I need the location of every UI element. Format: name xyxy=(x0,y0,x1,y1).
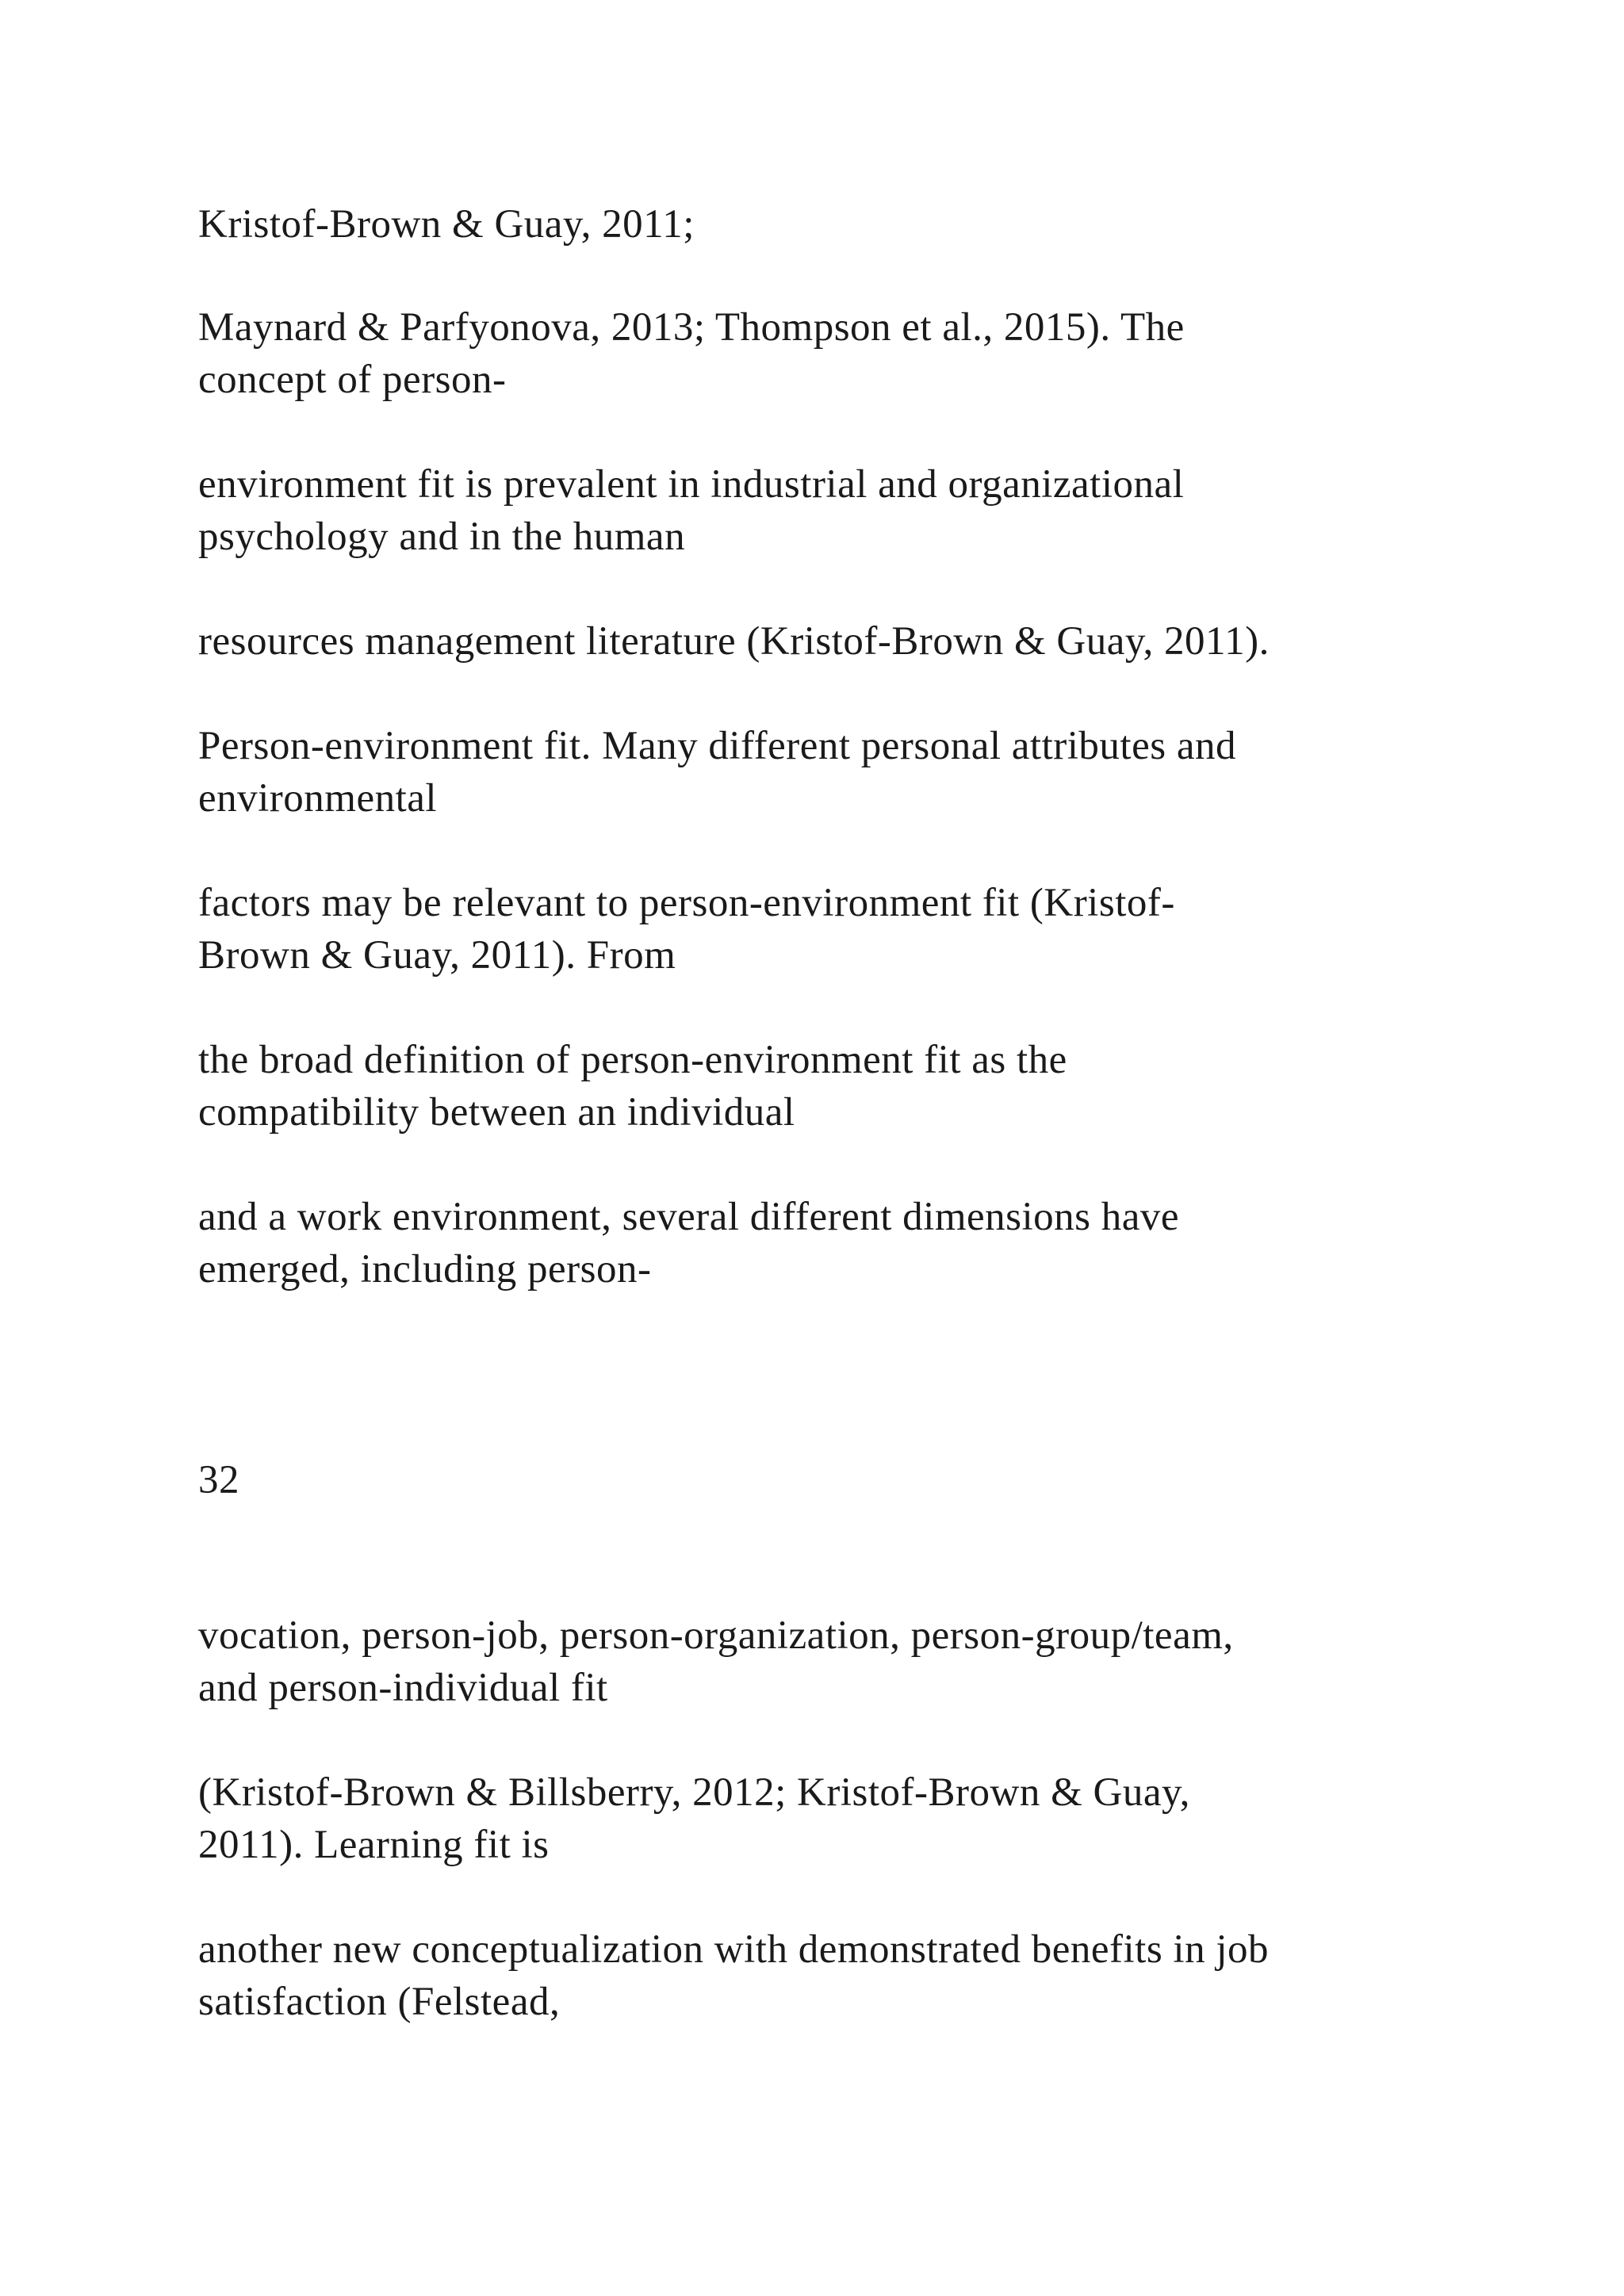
text-line: another new conceptualization with demonstrated benefits in job xyxy=(198,1927,1270,1972)
text-line: environmental xyxy=(198,776,438,821)
paragraph-1 xyxy=(198,198,1467,251)
paragraph-7 xyxy=(198,1034,1467,1138)
text-line: Person-environment fit. Many different personal attributes and xyxy=(198,724,1236,768)
paragraph-3 xyxy=(198,458,1467,563)
paragraph-2 xyxy=(198,301,1467,406)
paragraph-8 xyxy=(198,1191,1467,1295)
text-line: emerged, including person- xyxy=(198,1247,652,1292)
paragraph-11 xyxy=(198,1923,1467,2028)
text-line: Brown & Guay, 2011). From xyxy=(198,933,676,978)
text-line: psychology and in the human xyxy=(198,515,686,559)
text-line: vocation, person-job, person-organization, person-group/team, xyxy=(198,1613,1234,1658)
paragraph-4 xyxy=(198,615,1467,668)
text-line: Kristof-Brown & Guay, 2011; xyxy=(198,202,695,247)
text-line: resources management literature (Kristof-Brown & Guay, 2011). xyxy=(198,619,1270,664)
paragraph-9 xyxy=(198,1609,1467,1714)
text-line: and a work environment, several different dimensions have xyxy=(198,1195,1180,1239)
text-line: factors may be relevant to person-environment fit (Kristof- xyxy=(198,881,1175,925)
paragraph-6 xyxy=(198,877,1467,982)
text-line: and person-individual fit xyxy=(198,1666,608,1710)
text-line: satisfaction (Felstead, xyxy=(198,1980,561,2024)
paragraph-10 xyxy=(198,1766,1467,1871)
page-number: 32 xyxy=(198,1458,239,1502)
text-line: 2011). Learning fit is xyxy=(198,1823,550,1867)
text-line: concept of person- xyxy=(198,358,507,402)
text-line: Maynard & Parfyonova, 2013; Thompson et al., 2015). The xyxy=(198,305,1185,350)
paragraph-5 xyxy=(198,720,1467,825)
text-line: environment fit is prevalent in industrial and organizational xyxy=(198,462,1185,507)
text-line: compatibility between an individual xyxy=(198,1090,795,1135)
text-line: (Kristof-Brown & Billsberry, 2012; Kristof-Brown & Guay, xyxy=(198,1770,1190,1815)
text-line: the broad definition of person-environment fit as the xyxy=(198,1038,1067,1082)
